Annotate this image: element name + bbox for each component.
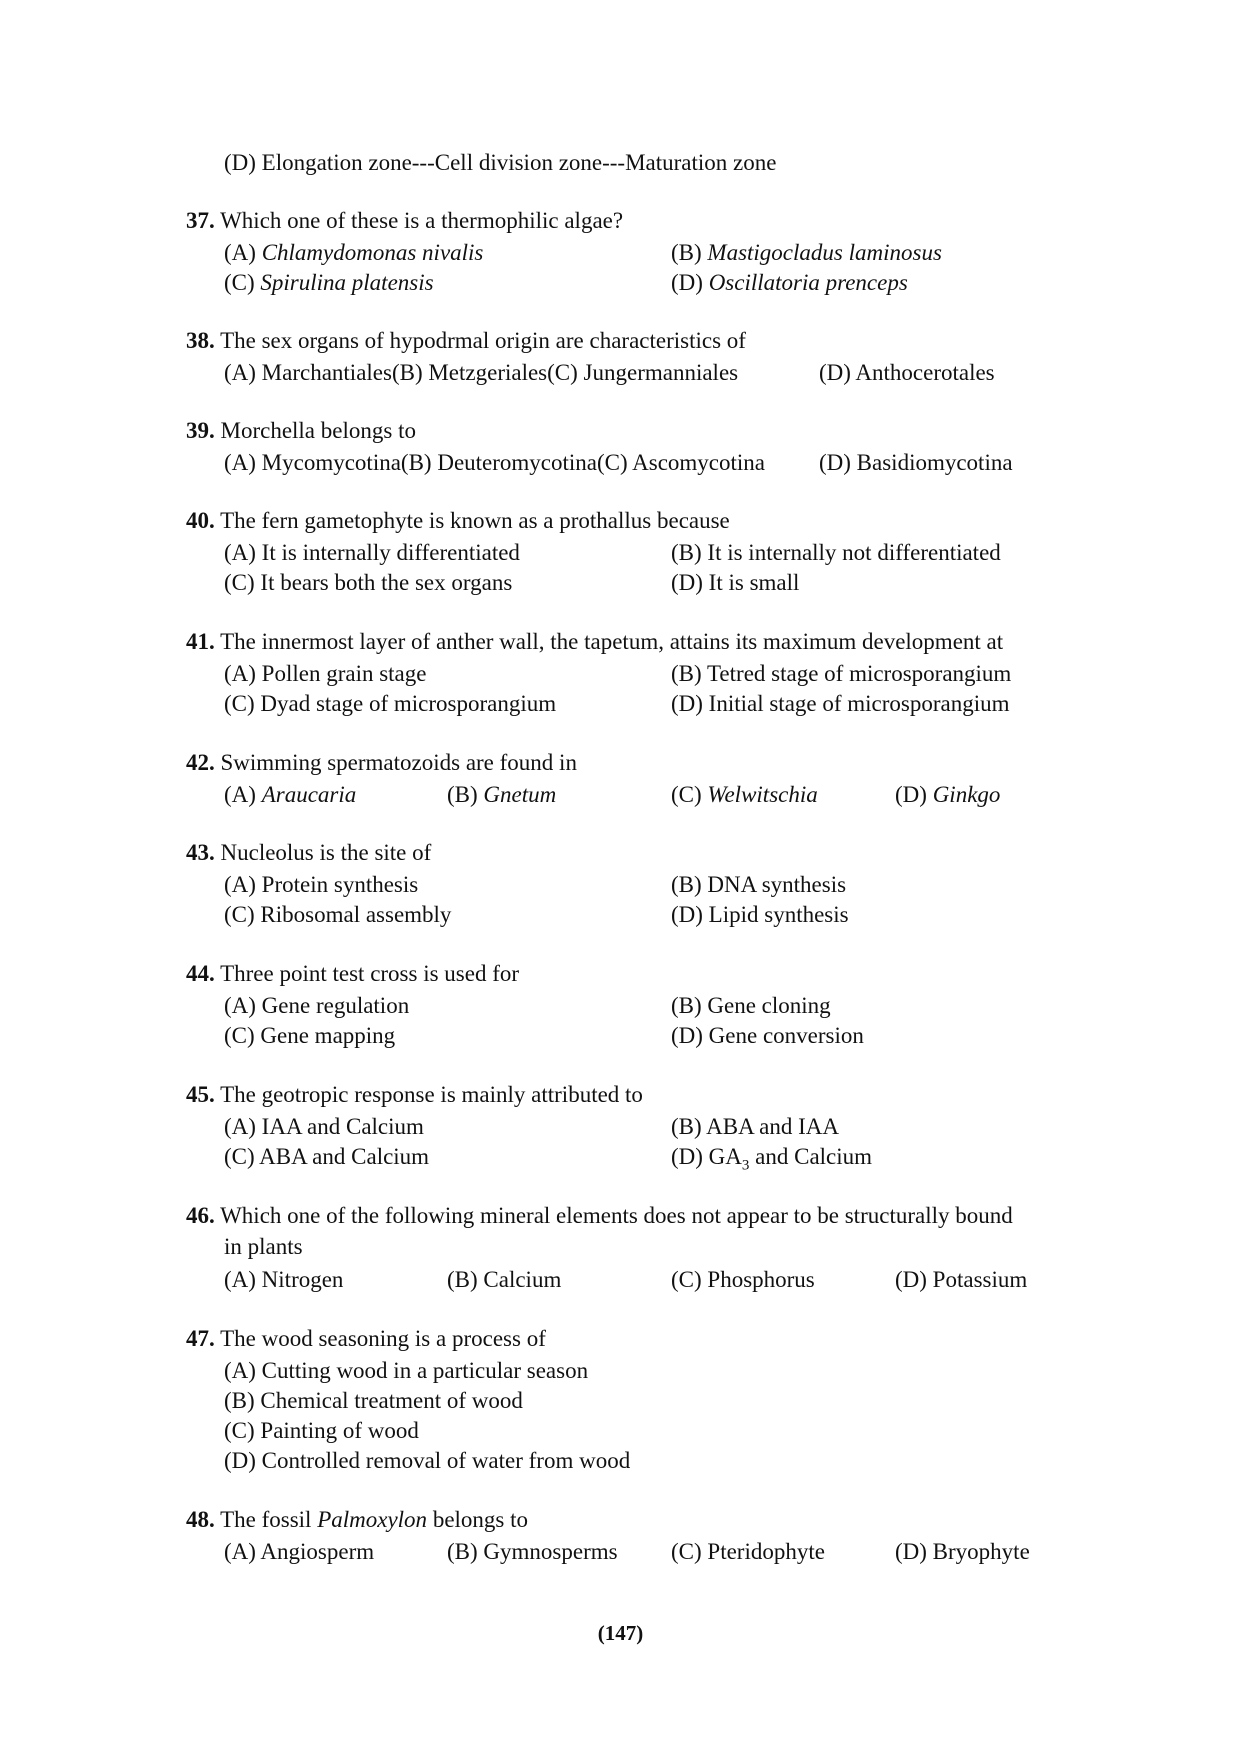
question-38	[186, 326, 746, 356]
question-37	[186, 206, 623, 236]
option-d: (D) Gene conversion	[671, 1023, 864, 1048]
option-d: (D) Oscillatoria prenceps	[671, 270, 908, 295]
question-number: 44.	[186, 961, 215, 986]
option-b: (B) Gene cloning	[671, 993, 831, 1018]
option-d: (D) Basidiomycotina	[819, 450, 1013, 475]
question-number: 39.	[186, 418, 215, 443]
option-a: (A) Angiosperm	[224, 1539, 375, 1564]
option-b: (B) Gymnosperms	[447, 1539, 618, 1564]
question-42	[186, 748, 577, 778]
option-c: (C) Ribosomal assembly	[224, 902, 452, 927]
option-c: (C) It bears both the sex organs	[224, 570, 513, 595]
question-45	[186, 1080, 643, 1110]
question-text: The wood seasoning is a process of	[220, 1326, 546, 1351]
question-text: The innermost layer of anther wall, the tapetum, attains its maximum development at	[220, 629, 1004, 654]
question-text: The fern gametophyte is known as a prothallus because	[220, 508, 730, 533]
option-d: (D) Ginkgo	[895, 782, 1001, 807]
option-d: (D) Initial stage of microsporangium	[671, 691, 1010, 716]
option-c: (C) Spirulina platensis	[224, 270, 434, 295]
question-number: 46.	[186, 1203, 215, 1228]
question-43	[186, 838, 431, 868]
option-a: (A) It is internally differentiated	[224, 540, 520, 565]
question-text: Which one of the following mineral elements does not appear to be structurally bound	[220, 1203, 1013, 1228]
option-d: (D) Potassium	[895, 1267, 1028, 1292]
question-number: 45.	[186, 1082, 215, 1107]
option-a: (A) Araucaria	[224, 782, 357, 807]
question-text: Which one of these is a thermophilic algae?	[220, 208, 624, 233]
page-number: (147)	[597, 1621, 644, 1645]
question-text: Morchella belongs to	[220, 418, 416, 443]
option-b: (B) Gnetum	[447, 782, 557, 807]
option-c: (C) Phosphorus	[671, 1267, 815, 1292]
option-a: (A) Chlamydomonas nivalis	[224, 240, 484, 265]
option-b: (B) It is internally not differentiated	[671, 540, 1001, 565]
option-c: (C) Welwitschia	[671, 782, 818, 807]
option-a: (A) IAA and Calcium	[224, 1114, 424, 1139]
question-48	[186, 1505, 528, 1535]
option-a: (A) Gene regulation	[224, 993, 410, 1018]
option-b: (B) Tetred stage of microsporangium	[671, 661, 1012, 686]
question-41	[186, 627, 1003, 657]
option-d: (D) It is small	[671, 570, 800, 595]
option-b: (B) ABA and IAA	[671, 1114, 840, 1139]
option-c: (C) ABA and Calcium	[224, 1144, 430, 1169]
question-text: Three point test cross is used for	[220, 961, 520, 986]
option-b: (B) DNA synthesis	[671, 872, 847, 897]
question-text: Swimming spermatozoids are found in	[220, 750, 577, 775]
option-a: (A) Cutting wood in a particular season	[224, 1358, 589, 1383]
question-number: 42.	[186, 750, 215, 775]
option-b: (B) Mastigocladus laminosus	[671, 240, 942, 265]
question-text-cont: in plants	[224, 1234, 303, 1259]
option-c: (C) Dyad stage of microsporangium	[224, 691, 557, 716]
option-c: (C) Pteridophyte	[671, 1539, 825, 1564]
question-text: Nucleolus is the site of	[220, 840, 432, 865]
options-abc: (A) Mycomycotina(B) Deuteromycotina(C) Ascomycotina	[224, 450, 765, 475]
option-d: (D) Lipid synthesis	[671, 902, 849, 927]
option-b: (B) Chemical treatment of wood	[224, 1388, 523, 1413]
question-number: 48.	[186, 1507, 215, 1532]
options-abc: (A) Marchantiales(B) Metzgeriales(C) Jungermanniales	[224, 360, 739, 385]
option-d-continued: (D) Elongation zone---Cell division zone---Maturation zone	[224, 150, 777, 175]
question-40	[186, 506, 730, 536]
question-number: 37.	[186, 208, 215, 233]
option-d: (D) Anthocerotales	[819, 360, 995, 385]
question-text: The sex organs of hypodrmal origin are characteristics of	[220, 328, 746, 353]
option-b: (B) Calcium	[447, 1267, 562, 1292]
option-d: (D) $GA_3$ and Calcium	[671, 1144, 873, 1174]
option-a: (A) Nitrogen	[224, 1267, 344, 1292]
option-c: (C) Gene mapping	[224, 1023, 396, 1048]
question-47	[186, 1324, 546, 1354]
question-text: The geotropic response is mainly attributed to	[220, 1082, 643, 1107]
question-44	[186, 959, 519, 989]
question-number: 43.	[186, 840, 215, 865]
question-number: 40.	[186, 508, 215, 533]
option-c: (C) Painting of wood	[224, 1418, 419, 1443]
question-46	[186, 1201, 1013, 1231]
question-number: 41.	[186, 629, 215, 654]
option-a: (A) Pollen grain stage	[224, 661, 427, 686]
question-text: The fossil Palmoxylon belongs to	[220, 1507, 529, 1532]
question-number: 47.	[186, 1326, 215, 1351]
option-a: (A) Protein synthesis	[224, 872, 419, 897]
question-39	[186, 416, 416, 446]
option-d: (D) Controlled removal of water from wood	[224, 1448, 631, 1473]
option-d: (D) Bryophyte	[895, 1539, 1030, 1564]
question-number: 38.	[186, 328, 215, 353]
